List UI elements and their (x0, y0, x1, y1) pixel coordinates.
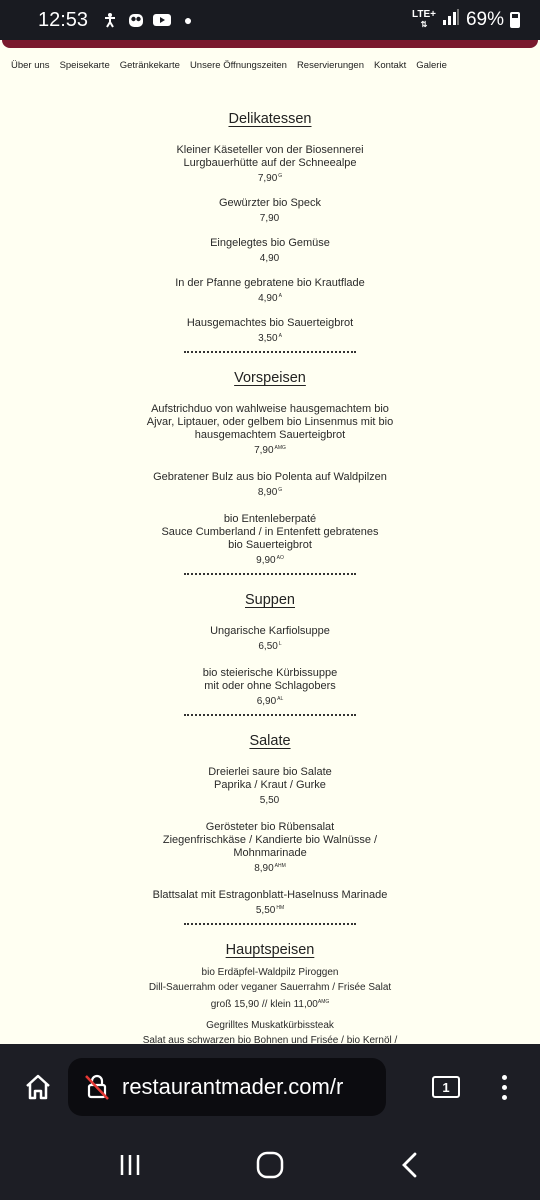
battery-percent: 69% (465, 9, 504, 30)
more-menu-button[interactable] (484, 1057, 524, 1117)
section-title: Vorspeisen (234, 370, 306, 386)
item-price: $7,90^{AMG}$ (254, 445, 286, 456)
section-suppen (0, 575, 540, 716)
item-price: 4,90 (259, 253, 280, 264)
accessibility-icon (100, 10, 120, 30)
item-price: $3,50^A$ (258, 333, 282, 344)
menu-item (0, 513, 540, 567)
home-icon (23, 1072, 53, 1102)
more-icon-dot (502, 1085, 507, 1090)
item-price: $6,90^{AL}$ (256, 696, 284, 707)
web-page (0, 40, 540, 1044)
section-title: Suppen (245, 592, 295, 608)
tab-count: 1 (432, 1076, 460, 1098)
item-name: Ungarische Karfiolsuppe (210, 625, 330, 637)
item-name: bio Erdäpfel-Waldpilz Piroggen Dill-Sauerrahm oder veganer Sauerrahm / Frisée Salat groß 15,90 // klein $11,00^{AMG}$ (148, 967, 392, 1010)
section-salate (0, 716, 540, 925)
menu-item (0, 821, 540, 875)
menu-item (0, 965, 540, 1012)
section-title: Delikatessen (228, 111, 312, 127)
item-name: Gebratener Bulz aus bio Polenta auf Waldpilzen (153, 471, 387, 483)
menu-item (0, 317, 540, 345)
home-button[interactable] (8, 1057, 68, 1117)
item-name: In der Pfanne gebratene bio Krautflade (175, 277, 365, 289)
menu-item (0, 403, 540, 457)
item-name: Kleiner Käseteller von der Biosennerei Lurgbauerhütte auf der Schneealpe (176, 144, 364, 169)
nav-oeffnungszeiten[interactable]: Unsere Öffnungszeiten (189, 60, 287, 71)
menu-item (0, 667, 540, 708)
site-nav (0, 48, 540, 71)
menu-item (0, 197, 540, 225)
nav-kontakt[interactable]: Kontakt (374, 60, 407, 71)
item-price: 5,50 (259, 795, 280, 806)
header-band (2, 40, 538, 48)
section-title: Salate (249, 733, 291, 749)
status-time: 12:53 (38, 8, 89, 31)
section-title: Hauptspeisen (225, 942, 315, 958)
item-name: Gegrilltes Muskatkürbissteak Salat aus schwarzen bio Bohnen und Frisée / bio Kernöl / (142, 1020, 398, 1044)
nav-reservierungen[interactable]: Reservierungen (296, 60, 365, 71)
item-name: Gewürzter bio Speck (218, 197, 322, 209)
item-name: Hausgemachtes bio Sauerteigbrot (186, 317, 354, 329)
nav-speisekarte[interactable]: Speisekarte (59, 60, 110, 71)
item-price: $6,50^L$ (258, 641, 282, 652)
insecure-lock-icon (82, 1072, 112, 1102)
more-icon-dot (502, 1095, 507, 1100)
item-name: Gerösteter bio Rübensalat Ziegenfrischkäse / Kandierte bio Walnüsse / Mohnmarinade (162, 821, 378, 859)
network-type: LTE+ ⇅ (411, 9, 436, 29)
more-icon-dot (502, 1075, 507, 1080)
section-hauptspeisen (0, 925, 540, 1044)
section-delikatessen (0, 71, 540, 353)
menu-item (0, 277, 540, 305)
browser-toolbar (0, 1044, 540, 1130)
battery-icon (510, 12, 520, 28)
signal-icon (442, 9, 460, 31)
recents-button[interactable] (100, 1135, 160, 1195)
menu-content (0, 71, 540, 1044)
item-name: Eingelegtes bio Gemüse (210, 237, 330, 249)
status-bar (0, 0, 540, 40)
menu-item (0, 471, 540, 499)
item-price: $9,90^{AO}$ (256, 555, 284, 566)
home-circle-icon (255, 1150, 285, 1180)
menu-item (0, 144, 540, 185)
dot-icon: ● (183, 12, 193, 28)
owl-icon (126, 10, 146, 30)
home-nav-button[interactable] (240, 1135, 300, 1195)
recents-icon (116, 1151, 144, 1179)
menu-item (0, 1018, 540, 1044)
url-bar[interactable] (68, 1058, 386, 1116)
nav-galerie[interactable]: Galerie (416, 60, 447, 71)
item-price: $5,50^{HM}$ (255, 905, 285, 916)
item-name: bio steierische Kürbissuppe mit oder ohne Schlagobers (202, 667, 338, 692)
menu-item (0, 237, 540, 265)
menu-item (0, 625, 540, 653)
back-button[interactable] (380, 1135, 440, 1195)
item-price: 7,90 (259, 213, 280, 224)
item-price: $7,90^G$ (257, 173, 283, 184)
tabs-button[interactable] (416, 1057, 476, 1117)
item-name: Blattsalat mit Estragonblatt-Haselnuss Marinade (152, 889, 388, 901)
nav-getraenkekarte[interactable]: Getränkekarte (119, 60, 180, 71)
item-price: $8,90^G$ (257, 487, 283, 498)
back-icon (397, 1151, 423, 1179)
menu-item (0, 889, 540, 917)
item-name: Dreierlei saure bio Salate Paprika / Kraut / Gurke (208, 766, 332, 791)
nav-ueber-uns[interactable]: Über uns (11, 60, 50, 71)
url-text: restaurantmader.com/r (122, 1074, 344, 1099)
menu-item (0, 766, 540, 807)
item-price: $4,90^A$ (258, 293, 282, 304)
item-name: Aufstrichduo von wahlweise hausgemachtem bio Ajvar, Liptauer, oder gelbem bio Linsenmus mit bio hausgemachtem Sauerteigbrot (146, 403, 394, 441)
section-vorspeisen (0, 353, 540, 575)
item-name: bio Entenleberpaté Sauce Cumberland / in Entenfett gebratenes bio Sauerteigbrot (161, 513, 379, 551)
system-nav-bar (0, 1130, 540, 1200)
item-price: $8,90^{AHM}$ (254, 863, 286, 874)
youtube-icon (152, 10, 172, 30)
